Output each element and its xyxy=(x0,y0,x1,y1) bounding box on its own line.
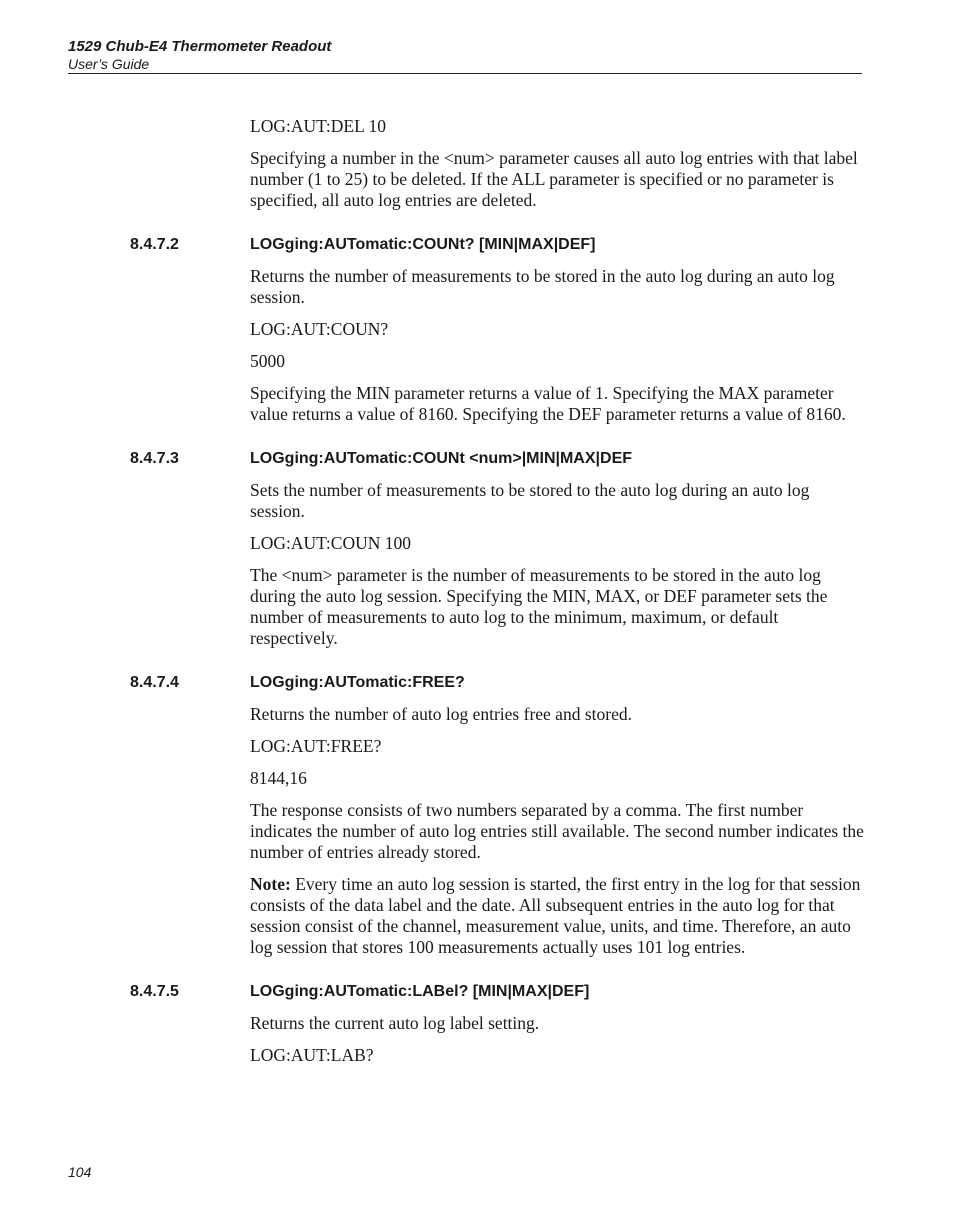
section-heading-8472 xyxy=(0,234,954,256)
command-example: LOG:AUT:LAB? xyxy=(250,1045,374,1065)
section-number: 8.4.7.2 xyxy=(130,236,179,253)
section-paragraph: Returns the current auto log label setting. xyxy=(250,1013,540,1033)
section-number: 8.4.7.5 xyxy=(130,983,179,1000)
note-text: Every time an auto log session is started, the first entry in the log for that session consists of the data label and the date. All subsequent entries in the auto log for that session consist of the channel, measurement value, units, and time. Therefore, an auto log session that stores 100 measurements actually uses 101 log entries. xyxy=(250,874,861,957)
section-body-8472 xyxy=(250,266,864,425)
section-number: 8.4.7.4 xyxy=(130,674,179,691)
section-paragraph: Returns the number of auto log entries free and stored. xyxy=(250,704,632,724)
section-title: LOGging:AUTomatic:COUNt <num>|MIN|MAX|DEF xyxy=(250,450,633,467)
intro-command: LOG:AUT:DEL 10 xyxy=(250,116,387,136)
section-title: LOGging:AUTomatic:LABel? [MIN|MAX|DEF] xyxy=(250,983,590,1000)
command-example: LOG:AUT:FREE? xyxy=(250,736,382,756)
section-paragraph: Returns the number of measurements to be stored in the auto log during an auto log session. xyxy=(250,266,835,307)
response-example: 5000 xyxy=(250,351,285,371)
note-paragraph xyxy=(250,874,864,958)
section-title: LOGging:AUTomatic:COUNt? [MIN|MAX|DEF] xyxy=(250,236,596,253)
note-label: Note: xyxy=(250,874,291,894)
section-paragraph: The <num> parameter is the number of measurements to be stored in the auto log during the auto log session. Specifying the MIN, MAX, or DEF parameter sets the number of measurements to auto log to the minimum, maximum, or default respectively. xyxy=(250,565,828,648)
page-header xyxy=(68,38,862,74)
document-title: 1529 Chub-E4 Thermometer Readout xyxy=(68,38,332,55)
page-number: 104 xyxy=(68,1164,92,1180)
section-paragraph: Specifying the MIN parameter returns a value of 1. Specifying the MAX parameter value returns a value of 8160. Specifying the DEF parameter returns a value of 8160. xyxy=(250,383,846,424)
section-heading-8473 xyxy=(0,448,954,470)
section-number: 8.4.7.3 xyxy=(130,450,179,467)
command-example: LOG:AUT:COUN 100 xyxy=(250,533,411,553)
section-body-8475 xyxy=(250,1013,864,1066)
command-example: LOG:AUT:COUN? xyxy=(250,319,389,339)
section-title: LOGging:AUTomatic:FREE? xyxy=(250,674,465,691)
section-body-8474 xyxy=(250,704,864,958)
section-heading-8474 xyxy=(0,672,954,694)
intro-description: Specifying a number in the <num> parameter causes all auto log entries with that label number (1 to 25) to be deleted. If the ALL parameter is specified or no parameter is specified, all auto log entries are deleted. xyxy=(250,148,858,210)
intro-block xyxy=(250,116,864,211)
section-paragraph: Sets the number of measurements to be stored to the auto log during an auto log session. xyxy=(250,480,810,521)
page-content xyxy=(0,116,954,1077)
response-example: 8144,16 xyxy=(250,768,307,788)
section-paragraph: The response consists of two numbers separated by a comma. The first number indicates the number of auto log entries still available. The second number indicates the number of entries already stored. xyxy=(250,800,864,862)
document-subtitle: User’s Guide xyxy=(68,56,150,72)
section-heading-8475 xyxy=(0,981,954,1003)
section-body-8473 xyxy=(250,480,864,649)
